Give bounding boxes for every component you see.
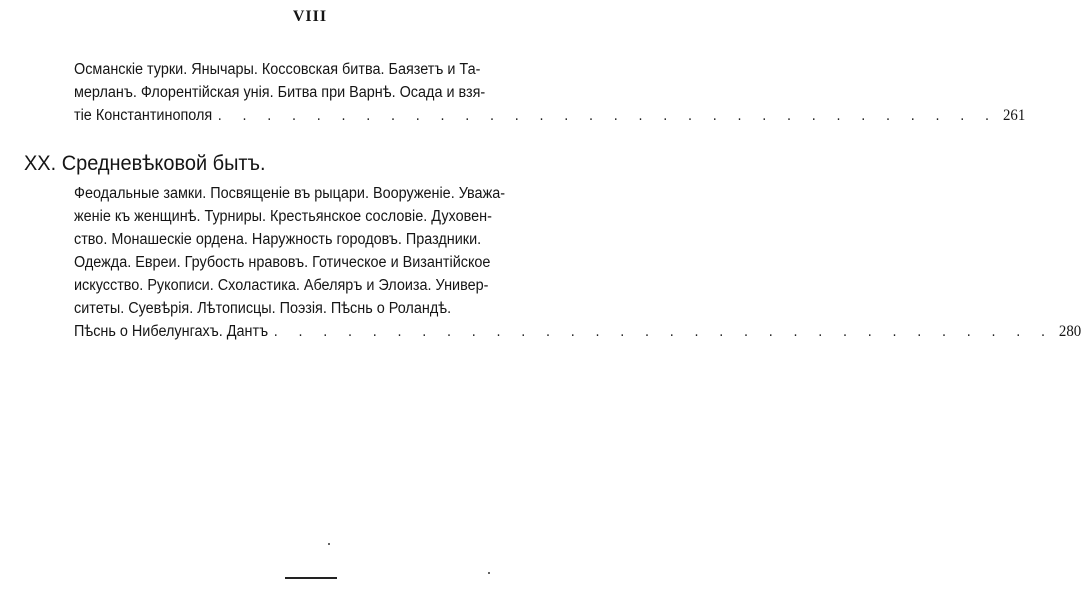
toc-entry-line bbox=[74, 251, 613, 274]
toc-entry-text: тіе Константинополя bbox=[74, 107, 213, 124]
end-rule bbox=[285, 577, 337, 579]
toc-entry-text: ситеты. Суевѣрія. Лѣтописцы. Поэзія. Пѣснь о Роландѣ. bbox=[74, 300, 452, 317]
toc-entry-text: Пѣснь о Нибелунгахъ. Дантъ bbox=[74, 323, 269, 340]
print-speck bbox=[328, 543, 330, 545]
toc-entry-line bbox=[74, 274, 613, 297]
toc-entry-line-last bbox=[74, 320, 1081, 343]
page-number: VIII bbox=[292, 8, 328, 25]
toc-entry-line-last bbox=[74, 104, 1026, 127]
toc-entry-ottoman bbox=[74, 58, 1026, 127]
dot-leader: . . . . . . . . . . . . . . . . . . . . . . . . . . . . . . . . bbox=[217, 107, 998, 124]
dot-leader: . . . . . . . . . . . . . . . . . . . . . . . . . . . . . . . . bbox=[273, 323, 1054, 340]
toc-entry-line bbox=[74, 205, 613, 228]
toc-entry-text: мерланъ. Флорентійская унія. Битва при Варнѣ. Осада и взя- bbox=[74, 84, 486, 101]
section-heading: XX. Средневѣковой бытъ. bbox=[24, 152, 266, 175]
toc-entry-line bbox=[74, 81, 613, 104]
toc-entry-text: женіе къ женщинѣ. Турниры. Крестьянское сословіе. Духовен- bbox=[74, 208, 492, 225]
print-speck bbox=[488, 572, 490, 574]
toc-page-number: 280 bbox=[1058, 323, 1081, 340]
toc-entry-text: Османскіе турки. Янычары. Коссовская битва. Баязетъ и Та- bbox=[74, 61, 481, 78]
toc-entry-line bbox=[74, 228, 613, 251]
toc-page-number: 261 bbox=[1002, 107, 1026, 124]
toc-entry-medieval bbox=[74, 182, 1081, 343]
toc-entry-text: Одежда. Евреи. Грубость нравовъ. Готическое и Византійское bbox=[74, 254, 491, 271]
toc-entry-text: ство. Монашескіе ордена. Наружность городовъ. Праздники. bbox=[74, 231, 482, 248]
toc-entry-line bbox=[74, 58, 613, 81]
toc-entry-line bbox=[74, 182, 613, 205]
toc-entry-line bbox=[74, 297, 613, 320]
toc-entry-text: Феодальные замки. Посвященіе въ рыцари. Вооруженіе. Уважа- bbox=[74, 185, 506, 202]
toc-entry-text: искусство. Рукописи. Схоластика. Абеляръ и Элоиза. Универ- bbox=[74, 277, 489, 294]
